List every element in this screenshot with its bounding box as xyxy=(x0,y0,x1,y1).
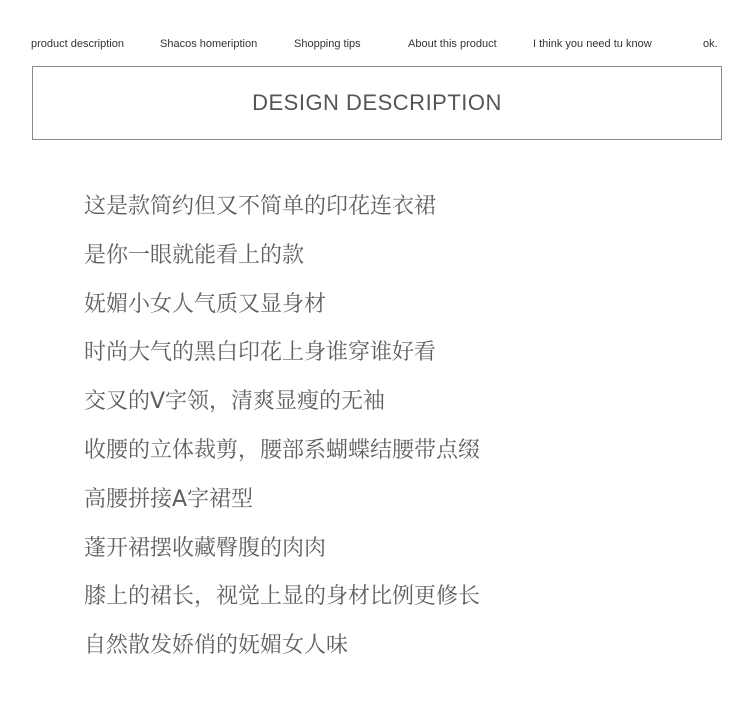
description-line: 膝上的裙长，视觉上显的身材比例更修长 xyxy=(84,584,481,609)
description-line: 蓬开裙摆收藏臀腹的肉肉 xyxy=(84,536,327,561)
nav-item-about-product[interactable]: About this product xyxy=(408,38,497,50)
description-line: 收腰的立体裁剪，腰部系蝴蝶结腰带点缀 xyxy=(84,438,481,463)
nav-item-product-description[interactable]: product description xyxy=(31,38,124,50)
description-line: 是你一眼就能看上的款 xyxy=(84,243,305,268)
top-nav xyxy=(0,38,750,56)
nav-item-shopping-tips[interactable]: Shopping tips xyxy=(294,38,361,50)
description-line: 交叉的V字领，清爽显瘦的无袖 xyxy=(84,389,386,414)
description-line: 自然散发娇俏的妩媚女人味 xyxy=(84,633,349,658)
description-line: 妩媚小女人气质又显身材 xyxy=(84,292,327,317)
description-line: 这是款简约但又不简单的印花连衣裙 xyxy=(84,194,437,219)
section-title-box xyxy=(32,66,722,140)
nav-item-need-to-know[interactable]: I think you need tu know xyxy=(533,38,652,50)
nav-item-ok[interactable]: ok. xyxy=(703,38,718,50)
description-line: 高腰拼接A字裙型 xyxy=(84,487,254,512)
section-title: DESIGN DESCRIPTION xyxy=(252,90,502,115)
nav-item-shacos-home[interactable]: Shacos homeription xyxy=(160,38,258,50)
description-line: 时尚大气的黑白印花上身谁穿谁好看 xyxy=(84,340,437,365)
